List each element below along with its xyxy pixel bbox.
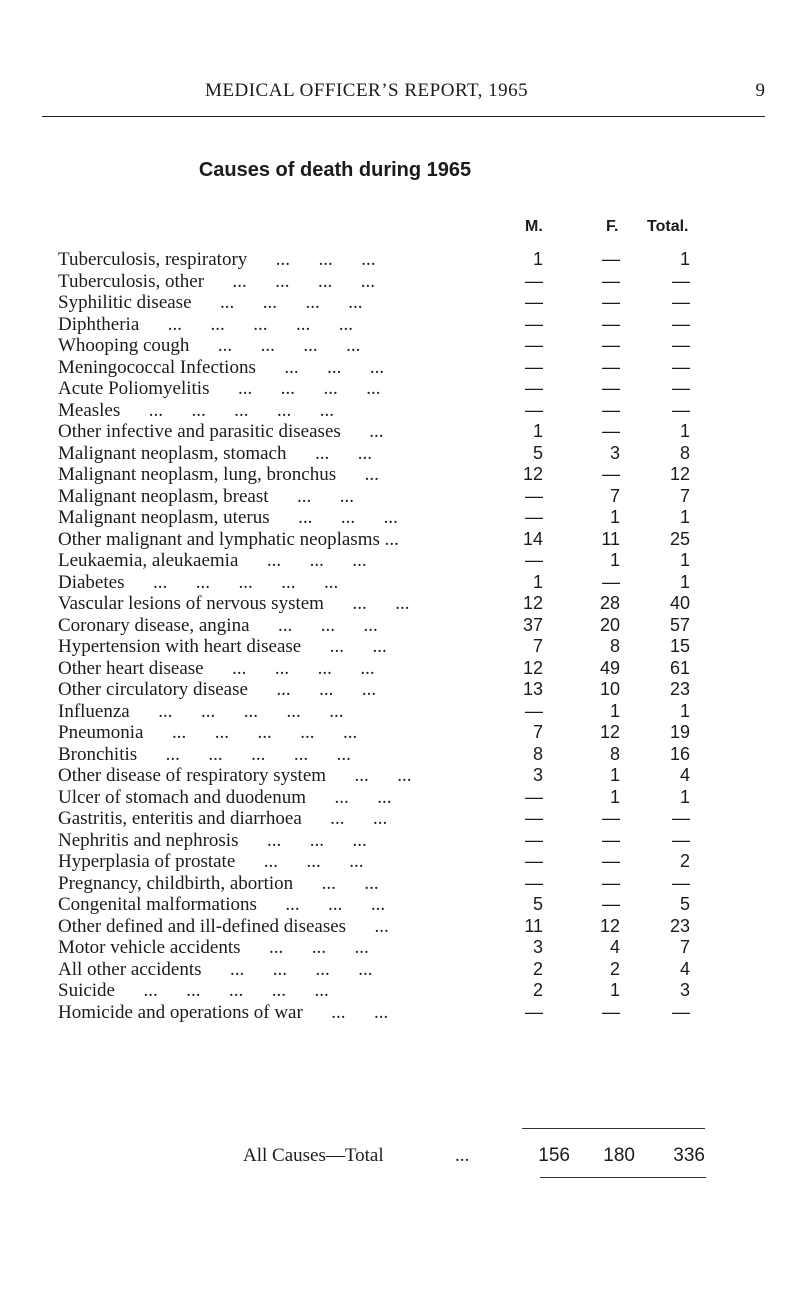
column-header-f: F. — [606, 218, 619, 235]
header-rule — [42, 116, 765, 117]
page-number: 9 — [755, 80, 765, 101]
cause-label: Other defined and ill-defined diseases ... — [58, 915, 389, 937]
cell-f: 7 — [609, 485, 620, 506]
sum-rule-upper — [522, 1128, 705, 1129]
table-heading: Causes of death during 1965 — [198, 159, 472, 181]
cell-total: 61 — [669, 657, 690, 678]
cell-f: — — [602, 378, 620, 398]
cell-total: 57 — [669, 614, 690, 635]
sum-rule-lower — [540, 1177, 706, 1178]
total-f: 180 — [603, 1145, 635, 1166]
cell-total: — — [672, 872, 690, 893]
cell-total: — — [672, 292, 690, 312]
cell-total: 7 — [679, 937, 690, 957]
table-row — [0, 292, 800, 314]
table-row — [0, 851, 800, 873]
table-row — [0, 615, 800, 637]
cell-f: 1 — [609, 507, 620, 527]
cause-label: Nephritis and nephrosis ... ... ... — [58, 829, 367, 851]
cause-label: Leukaemia, aleukaemia ... ... ... — [58, 550, 367, 571]
cell-f: — — [602, 571, 620, 592]
cell-total: 7 — [679, 485, 690, 506]
cell-total: 3 — [679, 980, 690, 1000]
cause-label: Gastritis, enteritis and diarrhoea ... ... — [58, 808, 388, 829]
causes-table — [0, 249, 800, 1023]
cell-m: 2 — [532, 958, 543, 979]
cell-m: 7 — [532, 722, 543, 742]
cell-f: 12 — [599, 722, 620, 742]
cause-label: Influenza ... ... ... ... ... — [58, 700, 344, 722]
cell-m: 8 — [532, 743, 543, 764]
cause-label: Bronchitis ... ... ... ... ... — [58, 743, 351, 765]
cell-total: 23 — [669, 915, 690, 936]
cause-label: Coronary disease, angina ... ... ... — [58, 614, 378, 636]
column-header-total: Total. — [647, 218, 689, 235]
table-row — [0, 271, 800, 293]
cell-m: — — [525, 808, 543, 828]
table-row — [0, 464, 800, 486]
cell-m: — — [525, 313, 543, 334]
cell-m: — — [525, 399, 543, 420]
cell-f: — — [602, 421, 620, 441]
cell-f: 1 — [609, 700, 620, 721]
cell-m: 12 — [522, 593, 543, 613]
cell-m: 5 — [532, 442, 543, 463]
cell-total: — — [672, 335, 690, 355]
cause-label: Pneumonia ... ... ... ... ... — [58, 722, 358, 743]
table-row — [0, 701, 800, 723]
cell-f: — — [602, 872, 620, 893]
cell-m: 3 — [532, 765, 543, 785]
table-row — [0, 873, 800, 895]
cell-total: — — [672, 270, 690, 291]
cell-m: — — [525, 378, 543, 398]
cell-f: — — [602, 270, 620, 291]
table-row — [0, 443, 800, 465]
table-row — [0, 249, 800, 271]
cell-m: 37 — [522, 614, 543, 635]
cell-m: — — [525, 485, 543, 506]
cell-total: 1 — [679, 700, 690, 721]
cell-f: — — [602, 808, 620, 828]
cell-total: 5 — [679, 894, 690, 914]
cell-total: 8 — [679, 442, 690, 463]
cell-m: 12 — [522, 657, 543, 678]
cell-f: 11 — [601, 528, 620, 549]
table-row — [0, 550, 800, 572]
cell-m: — — [525, 270, 543, 291]
cell-total: 40 — [669, 593, 690, 613]
table-row — [0, 314, 800, 336]
cell-total: 1 — [679, 507, 690, 527]
cause-label: Suicide ... ... ... ... ... — [58, 980, 329, 1001]
cell-m: — — [525, 872, 543, 893]
table-row — [0, 894, 800, 916]
cell-total: — — [672, 808, 690, 828]
cell-m: — — [525, 829, 543, 850]
cell-m: 11 — [524, 915, 543, 936]
table-row — [0, 636, 800, 658]
cause-label: Other disease of respiratory system ... ... — [58, 765, 412, 786]
cell-m: 1 — [532, 421, 543, 441]
table-row — [0, 722, 800, 744]
cell-total: 1 — [679, 786, 690, 807]
total-m: 156 — [538, 1145, 570, 1166]
cell-total: 4 — [679, 765, 690, 785]
cell-m: — — [525, 550, 543, 570]
table-row — [0, 658, 800, 680]
cause-label: Diabetes ... ... ... ... ... — [58, 571, 339, 593]
table-row — [0, 744, 800, 766]
cell-f: — — [602, 292, 620, 312]
cell-f: 1 — [609, 550, 620, 570]
cell-f: 1 — [609, 980, 620, 1000]
cell-total: 16 — [669, 743, 690, 764]
table-row — [0, 335, 800, 357]
cell-total: — — [672, 313, 690, 334]
cell-total: — — [672, 378, 690, 398]
cause-label: Syphilitic disease ... ... ... ... — [58, 292, 363, 313]
cause-label: Diphtheria ... ... ... ... ... — [58, 313, 354, 335]
cell-m: — — [525, 700, 543, 721]
cell-m: 2 — [532, 980, 543, 1000]
cause-label: Other circulatory disease ... ... ... — [58, 679, 377, 700]
table-row — [0, 787, 800, 809]
total-row — [0, 1145, 800, 1171]
cell-f: 10 — [599, 679, 620, 699]
cell-total: — — [672, 356, 690, 377]
cell-m: — — [525, 1001, 543, 1022]
cause-label: Other malignant and lymphatic neoplasms ... — [58, 528, 399, 550]
page-header — [45, 80, 765, 110]
cause-label: Malignant neoplasm, uterus ... ... ... — [58, 507, 398, 528]
cause-label: Hyperplasia of prostate ... ... ... — [58, 851, 364, 872]
cell-m: — — [525, 851, 543, 871]
cell-total: — — [672, 399, 690, 420]
table-row — [0, 572, 800, 594]
cell-total: 25 — [669, 528, 690, 549]
table-row — [0, 916, 800, 938]
cell-m: — — [525, 786, 543, 807]
cell-total: 23 — [669, 679, 690, 699]
cause-label: Tuberculosis, other ... ... ... ... — [58, 270, 376, 292]
cell-total: 1 — [679, 550, 690, 570]
table-row — [0, 765, 800, 787]
cell-f: — — [602, 313, 620, 334]
cell-total: 2 — [679, 851, 690, 871]
cell-m: 1 — [532, 571, 543, 592]
cause-label: Whooping cough ... ... ... ... — [58, 335, 361, 356]
cell-m: — — [525, 356, 543, 377]
cell-total: 1 — [679, 571, 690, 592]
cell-f: — — [602, 851, 620, 871]
cause-label: Motor vehicle accidents ... ... ... — [58, 937, 369, 958]
cell-m: 3 — [532, 937, 543, 957]
cell-f: 20 — [599, 614, 620, 635]
total-label: All Causes—Total — [243, 1145, 384, 1166]
column-header-m: M. — [525, 218, 543, 235]
cause-label: Malignant neoplasm, breast ... ... — [58, 485, 355, 507]
column-headers — [0, 218, 800, 240]
cause-label: All other accidents ... ... ... ... — [58, 958, 373, 980]
table-row — [0, 937, 800, 959]
table-row — [0, 357, 800, 379]
cell-total: — — [672, 829, 690, 850]
cell-m: 13 — [522, 679, 543, 699]
cell-f: — — [602, 399, 620, 420]
table-row — [0, 980, 800, 1002]
cell-f: — — [602, 249, 620, 269]
cell-f: — — [602, 335, 620, 355]
table-row — [0, 1002, 800, 1024]
cell-f: — — [602, 894, 620, 914]
table-row — [0, 679, 800, 701]
cell-total: 15 — [669, 636, 690, 656]
cell-m: — — [525, 335, 543, 355]
cause-label: Tuberculosis, respiratory ... ... ... — [58, 249, 376, 270]
cell-total: 19 — [669, 722, 690, 742]
cell-f: 49 — [599, 657, 620, 678]
cause-label: Malignant neoplasm, stomach ... ... — [58, 442, 372, 464]
table-row — [0, 808, 800, 830]
cell-m: 5 — [532, 894, 543, 914]
total-total: 336 — [673, 1145, 705, 1166]
cell-f: 3 — [609, 442, 620, 463]
cell-total: — — [672, 1001, 690, 1022]
table-row — [0, 830, 800, 852]
cell-f: 8 — [609, 636, 620, 656]
table-row — [0, 378, 800, 400]
cell-total: 1 — [679, 249, 690, 269]
cell-f: 8 — [609, 743, 620, 764]
cell-m: 14 — [522, 528, 543, 549]
table-row — [0, 959, 800, 981]
cause-label: Hypertension with heart disease ... ... — [58, 636, 387, 657]
cell-m: 7 — [532, 636, 543, 656]
cell-f: 1 — [609, 765, 620, 785]
total-dots: ... — [455, 1145, 470, 1166]
cell-f: — — [602, 356, 620, 377]
table-row — [0, 421, 800, 443]
cause-label: Meningococcal Infections ... ... ... — [58, 356, 385, 378]
cell-m: — — [525, 507, 543, 527]
cell-m: 12 — [522, 464, 543, 484]
table-row — [0, 593, 800, 615]
cell-f: — — [602, 464, 620, 484]
cell-total: 4 — [679, 958, 690, 979]
cause-label: Acute Poliomyelitis ... ... ... ... — [58, 378, 381, 399]
cell-f: — — [602, 1001, 620, 1022]
cell-m: — — [525, 292, 543, 312]
cell-total: 12 — [669, 464, 690, 484]
cell-f: 12 — [599, 915, 620, 936]
cell-f: 1 — [609, 786, 620, 807]
cell-f: 4 — [609, 937, 620, 957]
cause-label: Other infective and parasitic diseases ... — [58, 421, 384, 442]
cause-label: Congenital malformations ... ... ... — [58, 894, 386, 915]
cell-f: 28 — [599, 593, 620, 613]
cell-m: 1 — [532, 249, 543, 269]
cause-label: Ulcer of stomach and duodenum ... ... — [58, 786, 392, 808]
cause-label: Measles ... ... ... ... ... — [58, 399, 335, 421]
report-title: MEDICAL OFFICER’S REPORT, 1965 — [205, 80, 529, 101]
table-row — [0, 529, 800, 551]
cell-f: 2 — [609, 958, 620, 979]
table-row — [0, 400, 800, 422]
cell-total: 1 — [679, 421, 690, 441]
cause-label: Other heart disease ... ... ... ... — [58, 657, 375, 679]
cell-f: — — [602, 829, 620, 850]
cause-label: Vascular lesions of nervous system ... ... — [58, 593, 410, 614]
table-row — [0, 507, 800, 529]
cause-label: Malignant neoplasm, lung, bronchus ... — [58, 464, 379, 485]
cause-label: Homicide and operations of war ... ... — [58, 1001, 389, 1023]
table-row — [0, 486, 800, 508]
cause-label: Pregnancy, childbirth, abortion ... ... — [58, 872, 379, 894]
